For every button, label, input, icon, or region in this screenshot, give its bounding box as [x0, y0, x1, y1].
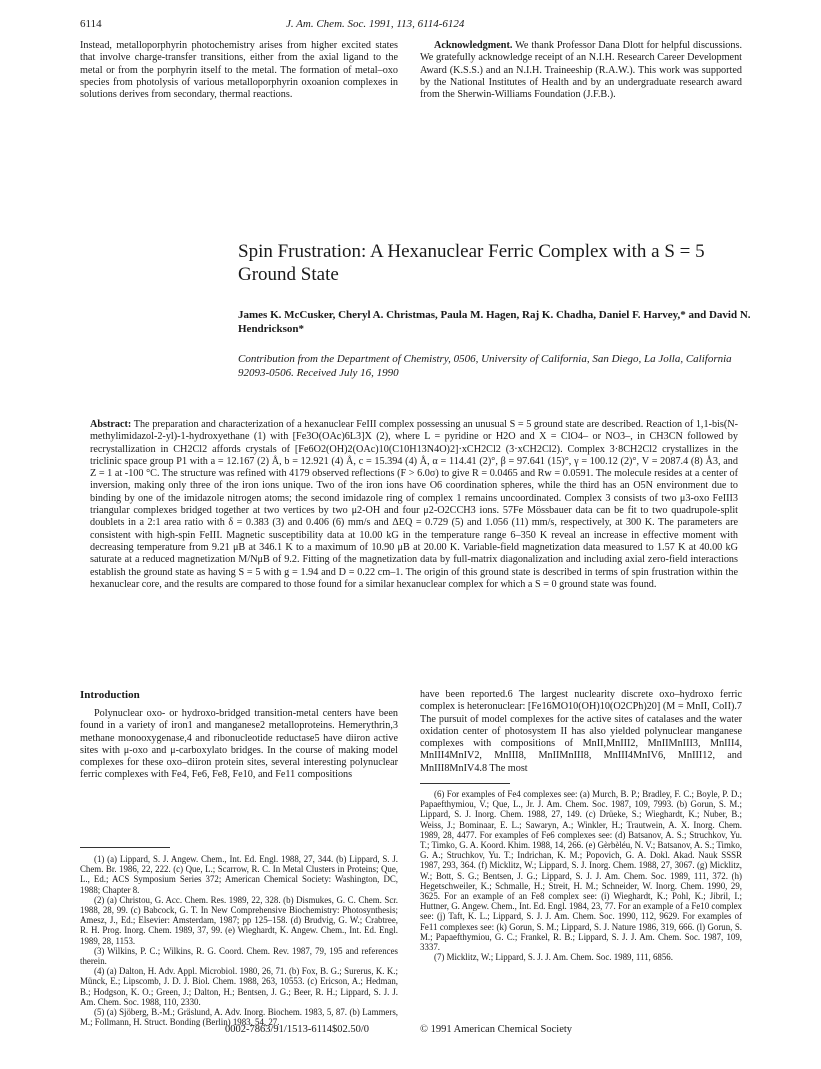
- footer-copyright: © 1991 American Chemical Society: [420, 1024, 573, 1035]
- running-head: J. Am. Chem. Soc. 1991, 113, 6114-6124: [286, 18, 465, 30]
- intro-heading: Introduction: [80, 689, 140, 701]
- intro-paragraph-continued: have been reported.6 The largest nuclearity discrete oxo–hydroxo ferric complex is heteronuclear: [Fe16MO10(OH)10(O2CPh)20] (M = MnII, CoII).7 The pursuit of model complexes for the active sites of catalases and the water oxidation center of photosystem II has also yielded polynuclear manganese complexes with compositions of MnII,MnIII2, MnIIMnIII3, MnIII4, MnIII4MnIV2, MnIII8, MnIIMnIII8, MnIII4MnIV6, MnIII12, and MnIII8MnIV4.8 The most: [420, 689, 742, 774]
- article-title: Spin Frustration: A Hexanuclear Ferric Complex with a S = 5 Ground State: [238, 241, 705, 285]
- footnote: (1) (a) Lippard, S. J. Angew. Chem., Int. Ed. Engl. 1988, 27, 344. (b) Lippard, S. J. Chem. Br. 1986, 22, 222. (c) Que, L.; Scarrow, R. C. In Metal Clusters in Proteins; Que, L., Ed.; ACS Symposium Series 372; American Chemical Society: Washington, DC, 1988; Chapter 8.: [80, 854, 398, 895]
- intro-right-column: [420, 689, 742, 775]
- ack-heading: Acknowledgment.: [434, 40, 513, 51]
- article-affiliation: Contribution from the Department of Chemistry, 0506, University of California, San Diego, La Jolla, California 92093-0506. Received July 16, 1990: [238, 353, 732, 379]
- acknowledgment: [420, 40, 742, 101]
- footnote-rule-left: [80, 847, 170, 848]
- footnotes-left: [80, 854, 398, 1027]
- page-number: 6114: [80, 18, 102, 30]
- footnote: (2) (a) Christou, G. Acc. Chem. Res. 1989, 22, 328. (b) Dismukes, G. C. Chem. Scr. 1988, 28, 99. (c) Babcock, G. T. In New Comprehensive Biochemistry: Photosynthesis; Amesz, J., Ed.; Elsevier: Amsterdam, 1987; pp 125–158. (d) Brudvig, G. W.; Crabtree, R. H. Prog. Inorg. Chem. 1989, 37, 99. (e) Wieghardt, K. Angew. Chem., Int. Ed. Engl. 1989, 28, 1153.: [80, 894, 398, 946]
- abstract: [90, 419, 738, 591]
- intro-paragraph: Polynuclear oxo- or hydroxo-bridged transition-metal centers have been found in a variety of iron1 and manganese2 metalloproteins. Hemerythrin,3 methane monooxygenase,4 and ribonucleotide reductase5 have diiron active sites with μ-oxo and μ-carboxylato bridges. In the course of making model complexes for these oxo–diiron protein sites, several interesting polynuclear ferric complexes with Fe4, Fe6, Fe8, Fe10, and Fe11 compositions: [80, 708, 398, 781]
- footnotes-right: [420, 789, 742, 962]
- footnote: (5) (a) Sjöberg, B.-M.; Gräslund, A. Adv. Inorg. Biochem. 1983, 5, 87. (b) Lammers, M.; Follmann, H. Struct. Bonding (Berlin) 1983, 54, 27.: [80, 1007, 398, 1028]
- prev-article-body: [80, 40, 398, 101]
- footnote-rule-right: [420, 783, 510, 784]
- footnote: (4) (a) Dalton, H. Adv. Appl. Microbiol. 1980, 26, 71. (b) Fox, B. G.; Surerus, K. K.; Münck, E.; Lipscomb, J. D. J. Biol. Chem. 1988, 263, 10553. (c) Ericson, A.; Hedman, B.; Hodgson, K. O.; Green, J.; Dalton, H.; Bentsen, J. G.; Beer, R. H.; Lippard, S. J. J. Am. Chem. Soc. 1988, 110, 2330.: [80, 966, 398, 1007]
- article-authors: James K. McCusker, Cheryl A. Christmas, Paula M. Hagen, Raj K. Chadha, Daniel F. Harvey,* and David N. Hendrickson*: [238, 309, 751, 335]
- footnote: (6) For examples of Fe4 complexes see: (a) Murch, B. P.; Bradley, F. C.; Boyle, P. D.; Papaefthymiou, V.; Que, L., Jr. J. Am. Chem. Soc. 1987, 109, 7993. (b) Gorun, S. M.; Lippard, S. J. Inorg. Chem. 1988, 27, 149. (c) Drüeke, S.; Wieghardt, K.; Nuber, B.; Weiss, J.; Bominaar, E. L.; Sawaryn, A.; Winkler, H.; Trautwein, A. X. Inorg. Chem. 1989, 28, 4477. For examples of Fe6 complexes see: (d) Batsanov, A. S.; Struchkov, Yu. T.; Timko, G. A. Koord. Khim. 1988, 14, 266. (e) Gèrbèléu, N. V.; Batsanov, A. S.; Timko, G. A.; Struchkov, Yu. T.; Indrichan, K. M.; Popovich, G. A. Dokl. Akad. Nauk SSSR 1987, 293, 364. (f) Micklitz, W.; Lippard, S. J. Inorg. Chem. 1988, 27, 3067. (g) Micklitz, W.; Bott, S. G.; Bentsen, J. G.; Lippard, S. J. J. Am. Chem. Soc. 1989, 111, 372. (h) Hegetschweiler, K.; Schmalle, H.; Streit, H. M.; Schneider, W. Inorg. Chem. 1990, 29, 3625. For an example of an Fe8 complex see: (i) Wieghardt, K.; Pohl, K.; Jibril, I.; Huttner, G. Angew. Chem., Int. Ed. Engl. 1984, 23, 77. For an example of a Fe10 complex see: (j) Taft, K. L.; Lippard, S. J. J. Am. Chem. Soc. 1990, 112, 9629. For examples of Fe11 complexes see: (k) Gorun, S. M.; Lippard, S. J. Nature 1986, 319, 666. (l) Gorun, S. M.; Papaefthymiou, G. C.; Frankel, R. B.; Lippard, S. J. J. Am. Chem. Soc. 1987, 109, 3337.: [420, 789, 742, 953]
- footnote: (7) Micklitz, W.; Lippard, S. J. J. Am. Chem. Soc. 1989, 111, 6856.: [434, 952, 673, 963]
- prev-article-paragraph: Instead, metalloporphyrin photochemistry arises from higher excited states that involve charge-transfer transitions, either from the axial ligand to the metal or from the porphyrin itself to the metal. The formation of metal–oxo species from photolysis of various metalloporphyrin oxoanion complexes in solutions derives from secondary, thermal reactions.: [80, 40, 398, 101]
- intro-left-column: [80, 708, 398, 782]
- abstract-label: Abstract:: [90, 419, 132, 430]
- abstract-text: The preparation and characterization of a hexanuclear FeIII complex possessing an unusual S = 5 ground state are described. Reaction of 1,1-bis(N-methylimidazol-2-yl)-1-hydroxyethane (1) with [Fe3O(OAc)6L3]X (2), where L = pyridine or H2O and X = ClO4– or NO3–, in CH3CN followed by recrystallization in CH2Cl2 affords crystals of [Fe6O2(OH)2(OAc)10(C10H13N4O)2]·xCH2Cl2 (3·xCH2Cl2). Complex 3·8CH2Cl2 crystallizes in the triclinic space group P1 with a = 12.167 (2) Å, b = 12.921 (4) Å, c = 15.394 (4) Å, α = 114.41 (2)°, β = 97.641 (15)°, γ = 100.12 (2)°, V = 2087.4 (8) Å3, and Z = 1 at -100 °C. The structure was refined with 4179 observed reflections (F > 6.0σ) to give R = 0.0465 and Rw = 0.0591. The molecule resides at a center of inversion, making only three of the iron ions unique. Two of the iron ions have O6 coordination spheres, while the third has an O5N environment due to binding by one of the imidazole nitrogen atoms; the second imidazole ring of complex 1 remains uncoordinated. Complex 3 consists of two μ3-oxo FeIII3 triangular complexes bridged together at two vertices by two μ2-OH and four μ2-O2CCH3 ions. 57Fe Mössbauer data can be fit to two quadrupole-split doublets in a 2:1 area ratio with δ = 0.383 (3) and 0.406 (6) mm/s and ΔEQ = 0.729 (5) and 1.056 (11) mm/s, respectively, at 300 K. The parameters are consistent with high-spin FeIII. Magnetic susceptibility data at 10.00 kG in the temperature range 6–350 K reveal an increase in effective moment with decreasing temperature from 9.21 μB at 346.1 K to a maximum of 10.90 μB at 20.00 K. Variable-field magnetization data measured to 1.57 K at 40.00 kG saturate at a reduced magnetization M/NμB of 9.2. Fitting of the magnetization data by full-matrix diagonalization and including axial zero-field interactions establish the ground state as having S = 5 with g = 1.94 and D = 0.22 cm–1. The origin of this ground state is described in terms of spin frustration within the hexanuclear core, and the results are compared to those found for a similar hexanuclear complex for which a S = 0 ground state was found.: [90, 419, 738, 590]
- ack-text: We thank Professor Dana Dlott for helpful discussions. We gratefully acknowledge receipt of an N.I.H. Research Career Development Award (K.S.S.) and an N.I.H. Traineeship (R.A.W.). This work was supported by the National Institutes of Health and by an undergraduate research award from the Sherwin-Williams Foundation (J.F.B.).: [420, 40, 742, 101]
- footnote: (3) Wilkins, P. C.; Wilkins, R. G. Coord. Chem. Rev. 1987, 79, 195 and references therein.: [80, 945, 398, 967]
- footer-code: 0002-7863/91/1513-6114$02.50/0: [225, 1024, 369, 1035]
